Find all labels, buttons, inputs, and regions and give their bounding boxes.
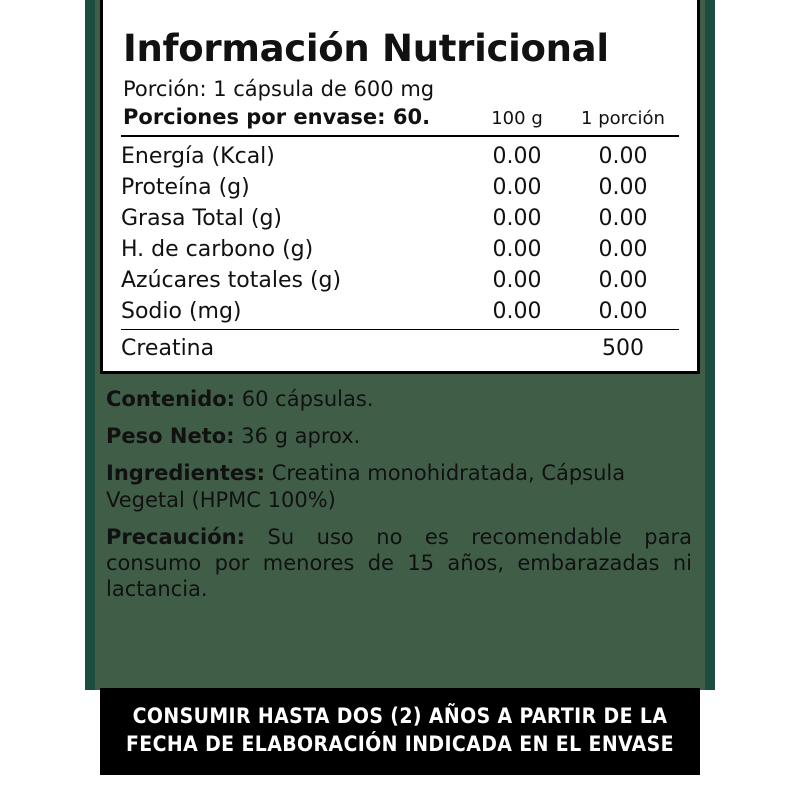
caution-label: Precaución: [106, 524, 245, 549]
nutrition-facts-panel [100, 0, 700, 374]
nutrient-value-portion: 0.00 [598, 143, 648, 169]
table-row [121, 141, 679, 172]
table-row [121, 234, 679, 265]
divider-top [121, 135, 679, 137]
portion-line: Porción: 1 cápsula de 600 mg [123, 76, 435, 101]
nutrient-value-portion: 0.00 [598, 236, 648, 262]
nutrient-name: Energía (Kcal) [121, 143, 275, 169]
caution-line [106, 524, 696, 603]
extra-nutrient-row [121, 330, 679, 363]
ingredients-line [106, 460, 696, 513]
net-weight-label: Peso Neto: [106, 424, 235, 449]
nutrient-value-100g: 0.00 [492, 143, 542, 169]
nutrient-name: Sodio (mg) [121, 298, 242, 324]
nutrient-value-portion: 0.00 [598, 298, 648, 324]
expiry-banner [100, 688, 700, 775]
content-value: 60 cápsulas. [241, 386, 374, 411]
nutrient-name: Grasa Total (g) [121, 205, 283, 231]
table-row [121, 203, 679, 234]
page-title: Información Nutricional [123, 27, 609, 70]
nutrient-value-portion: 0.00 [598, 205, 648, 231]
column-header-100g: 100 g [491, 107, 543, 129]
product-details [100, 374, 700, 603]
ingredients-value: Creatina monohidratada, Cápsula Vegetal (HPMC 100%) [106, 461, 626, 512]
nutrient-value-100g: 0.00 [492, 236, 542, 262]
content-line [106, 386, 696, 412]
table-row [121, 265, 679, 296]
nutrient-value-100g: 0.00 [492, 205, 542, 231]
servings-label: Porciones por envase: 60. [123, 104, 431, 129]
nutrient-name: H. de carbono (g) [121, 236, 314, 262]
nutrient-value-portion: 0.00 [598, 267, 648, 293]
servings-row [123, 105, 679, 129]
nutrient-name: Proteína (g) [121, 174, 250, 200]
table-row [121, 296, 679, 327]
nutrient-value-100g: 0.00 [492, 298, 542, 324]
caution-value: Su uso no es recomendable para consumo por menores de 15 años, embarazadas ni lactancia. [106, 524, 692, 602]
nutrient-name: Azúcares totales (g) [121, 267, 342, 293]
nutrition-table [121, 141, 679, 327]
net-weight-value: 36 g aprox. [241, 424, 361, 449]
content-label: Contenido: [106, 386, 236, 411]
ingredients-label: Ingredientes: [106, 461, 265, 486]
extra-nutrient-name: Creatina [121, 335, 215, 361]
nutrition-label [100, 0, 700, 614]
nutrient-value-portion: 0.00 [598, 174, 648, 200]
net-weight-line [106, 423, 696, 449]
expiry-banner-line2: FECHA DE ELABORACIÓN INDICADA EN EL ENVASE [126, 732, 674, 757]
table-row [121, 172, 679, 203]
nutrient-value-100g: 0.00 [492, 267, 542, 293]
expiry-banner-line1: CONSUMIR HASTA DOS (2) AÑOS A PARTIR DE LA [132, 704, 668, 728]
column-headers [467, 108, 679, 129]
nutrient-value-100g: 0.00 [492, 174, 542, 200]
column-header-portion: 1 porción [581, 107, 665, 129]
extra-nutrient-value: 500 [602, 335, 644, 361]
